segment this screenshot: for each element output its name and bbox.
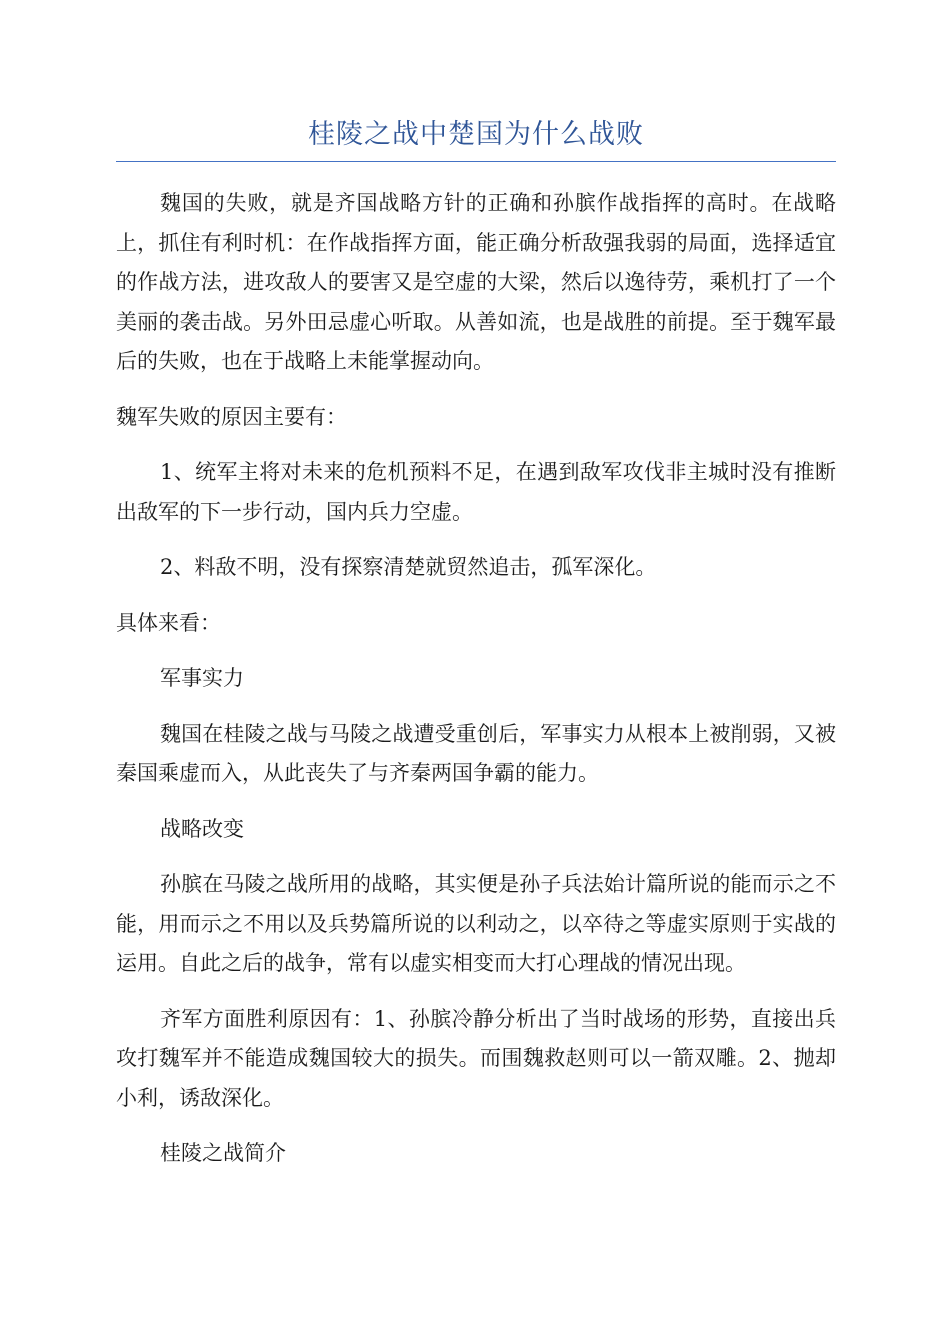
paragraph-qi-victory: 齐军方面胜利原因有：1、孙膑冷静分析出了当时战场的形势，直接出兵攻打魏军并不能造成魏国较大的损失。而围魏救赵则可以一箭双雕。2、抛却小利，诱敌深化。	[116, 1006, 836, 1110]
document-page	[116, 112, 836, 1190]
title-underline	[116, 161, 836, 162]
section-heading-guiling-intro: 桂陵之战简介	[160, 1141, 286, 1165]
section-heading-strategy-change: 战略改变	[160, 816, 244, 841]
paragraph-intro: 魏国的失败，就是齐国战略方针的正确和孙膑作战指挥的高时。在战略上，抓住有利时机：在作战指挥方面，能正确分析敌强我弱的局面，选择适宜的作战方法，进攻敌人的要害又是空虚的大梁，然后以逸待劳，乘机打了一个美丽的袭击战。另外田忌虚心听取。从善如流，也是战胜的前提。至于魏军最后的失败，也在于战略上未能掌握动向。	[116, 191, 836, 373]
paragraph-wei-reasons-heading: 魏军失败的原因主要有：	[116, 404, 347, 429]
section-heading-military-strength: 军事实力	[160, 666, 244, 690]
paragraph-reason-1: 1、统军主将对未来的危机预料不足，在遇到敌军攻伐非主城时没有推断出敌军的下一步行动，国内兵力空虚。	[116, 460, 836, 524]
paragraph-military-strength: 魏国在桂陵之战与马陵之战遭受重创后，军事实力从根本上被削弱，又被秦国乘虚而入，从此丧失了与齐秦两国争霸的能力。	[116, 721, 836, 785]
document-title: 桂陵之战中楚国为什么战败	[308, 119, 644, 150]
paragraph-reason-2: 2、料敌不明，没有探察清楚就贸然追击，孤军深化。	[160, 555, 657, 579]
paragraph-specifics-heading: 具体来看：	[116, 610, 221, 635]
paragraph-strategy-change: 孙膑在马陵之战所用的战略，其实便是孙子兵法始计篇所说的能而示之不能，用而示之不用以及兵势篇所说的以利动之，以卒待之等虚实原则于实战的运用。自此之后的战争，常有以虚实相变而大打心理战的情况出现。	[116, 872, 836, 975]
